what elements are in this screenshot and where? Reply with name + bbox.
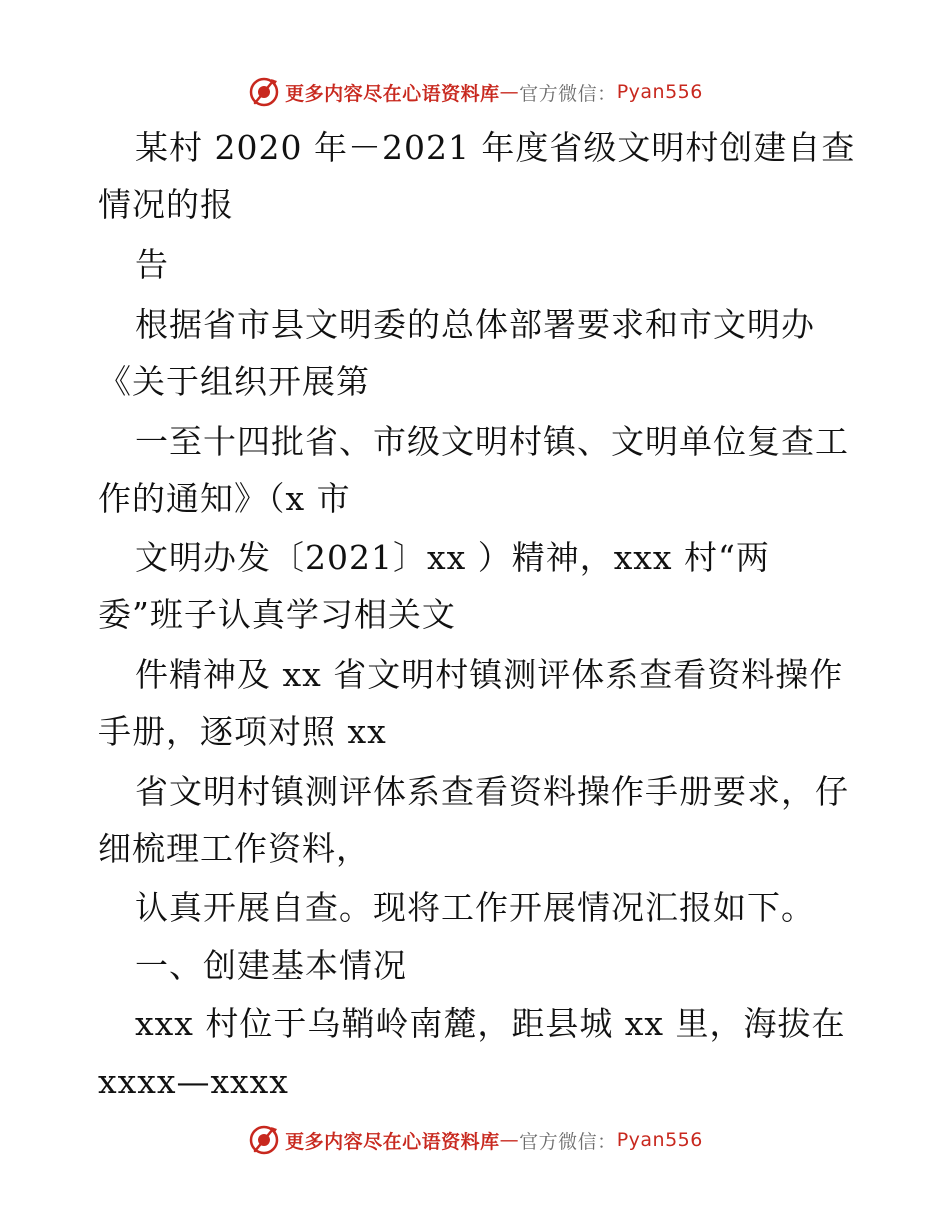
title-line-2: 情况的报	[98, 185, 234, 224]
watermark-wechat: Pyan556	[616, 1129, 703, 1151]
paragraph-line: 细梳理工作资料，	[98, 829, 370, 868]
paragraph-line: 手册，逐项对照 xx	[98, 712, 387, 751]
paragraph-line: 一至十四批省、市级文明村镇、文明单位复查工	[135, 422, 849, 461]
paragraph-line: 文明办发〔2021〕xx ）精神，xxx 村“两	[135, 538, 770, 577]
title-line-3: 告	[135, 245, 169, 284]
watermark-brand: 更多内容尽在心语资料库	[285, 82, 500, 105]
watermark-dash: —	[499, 81, 520, 103]
paragraph-line: 委”班子认真学习相关文	[98, 595, 456, 634]
watermark-official: 官方微信：	[519, 1130, 617, 1153]
paragraph-line: 件精神及 xx 省文明村镇测评体系查看资料操作	[135, 655, 844, 694]
watermark-wechat: Pyan556	[616, 81, 703, 103]
footer-watermark	[0, 1120, 950, 1160]
header-watermark	[0, 72, 950, 112]
paragraph-line: 《关于组织开展第	[98, 362, 370, 401]
watermark-dash: —	[499, 1129, 520, 1151]
paragraph-line: 省文明村镇测评体系查看资料操作手册要求，仔	[135, 772, 849, 811]
paragraph-line: 根据省市县文明委的总体部署要求和市文明办	[135, 305, 815, 344]
watermark-brand: 更多内容尽在心语资料库	[285, 1130, 500, 1153]
title-line-1: 某村 2020 年－2021 年度省级文明村创建自查	[135, 128, 856, 167]
paragraph-line: 作的通知》（x 市	[98, 479, 351, 518]
paragraph-line: xxx 村位于乌鞘岭南麓，距县城 xx 里，海拔在	[135, 1004, 846, 1043]
quill-logo-icon	[247, 75, 281, 109]
watermark-official: 官方微信：	[519, 82, 617, 105]
section-heading: 一、创建基本情况	[135, 946, 407, 985]
paragraph-line: xxxx—xxxx	[98, 1062, 289, 1101]
paragraph-line: 认真开展自查。现将工作开展情况汇报如下。	[135, 888, 815, 927]
quill-logo-icon	[247, 1123, 281, 1157]
